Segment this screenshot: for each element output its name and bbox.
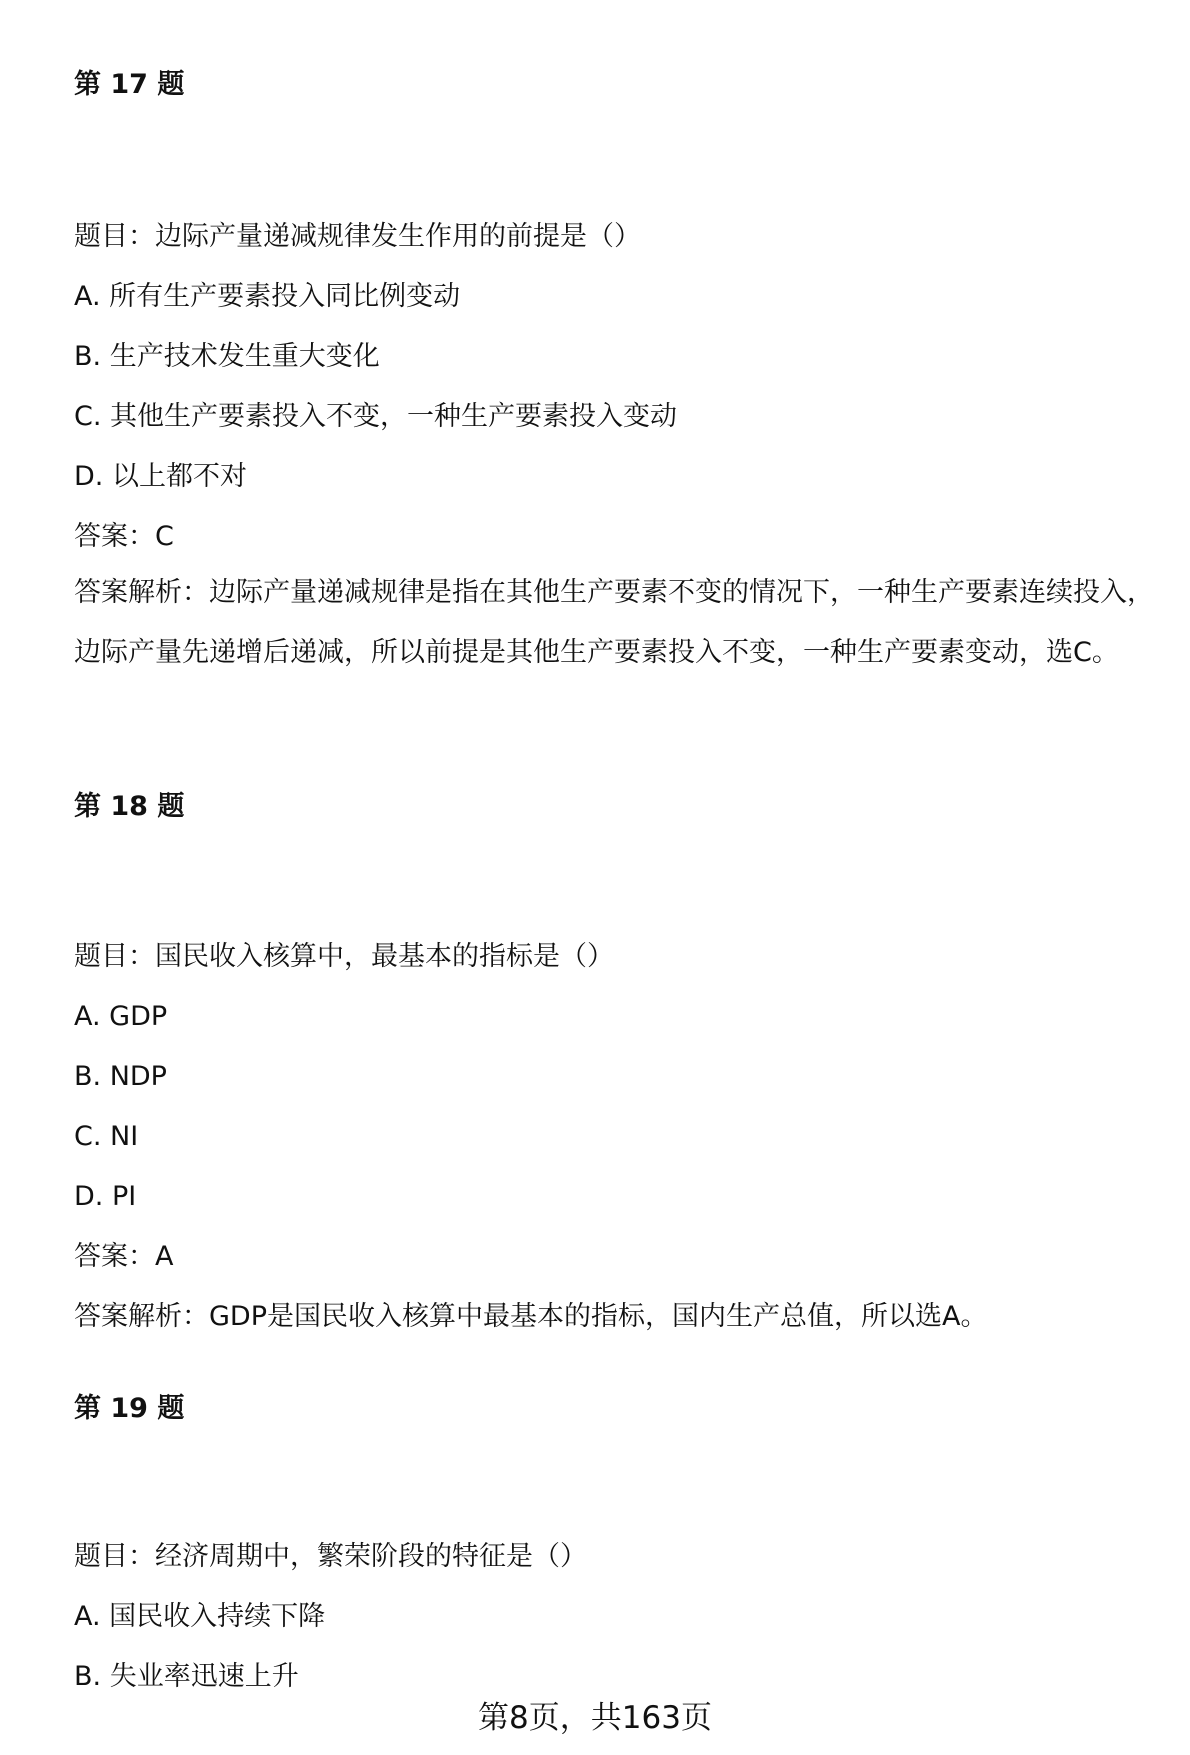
question-17-title: 第 17 题 bbox=[74, 69, 185, 100]
question-19-title: 第 19 题 bbox=[74, 1393, 185, 1424]
question-18-answer: 答案：A bbox=[74, 1241, 174, 1272]
question-18-option-d: D. PI bbox=[74, 1181, 137, 1212]
question-17-option-d: D. 以上都不对 bbox=[74, 461, 247, 492]
page-number: 第8页，共163页 bbox=[478, 1700, 712, 1736]
question-18-option-b: B. NDP bbox=[74, 1061, 167, 1092]
question-18-title: 第 18 题 bbox=[74, 791, 185, 822]
question-18-option-a: A. GDP bbox=[74, 1001, 168, 1032]
question-18-stem: 题目：国民收入核算中，最基本的指标是（） bbox=[74, 941, 614, 972]
question-17-stem: 题目：边际产量递减规律发生作用的前提是（） bbox=[74, 221, 641, 252]
question-18-explanation: 答案解析：GDP是国民收入核算中最基本的指标，国内生产总值，所以选A。 bbox=[74, 1301, 988, 1332]
question-19-option-a: A. 国民收入持续下降 bbox=[74, 1601, 326, 1632]
question-17-option-a: A. 所有生产要素投入同比例变动 bbox=[74, 281, 461, 312]
question-18-option-c: C. NI bbox=[74, 1121, 139, 1152]
question-19-option-b: B. 失业率迅速上升 bbox=[74, 1661, 299, 1692]
question-17-option-b: B. 生产技术发生重大变化 bbox=[74, 341, 380, 372]
question-17-option-c: C. 其他生产要素投入不变，一种生产要素投入变动 bbox=[74, 401, 678, 432]
question-19-stem: 题目：经济周期中，繁荣阶段的特征是（） bbox=[74, 1541, 587, 1572]
question-17-explanation: 答案解析：边际产量递减规律是指在其他生产要素不变的情况下，一种生产要素连续投入，边际产量先递增后递减，所以前提是其他生产要素投入不变，一种生产要素变动，选C。 bbox=[74, 577, 1154, 668]
question-17-answer: 答案：C bbox=[74, 521, 174, 552]
